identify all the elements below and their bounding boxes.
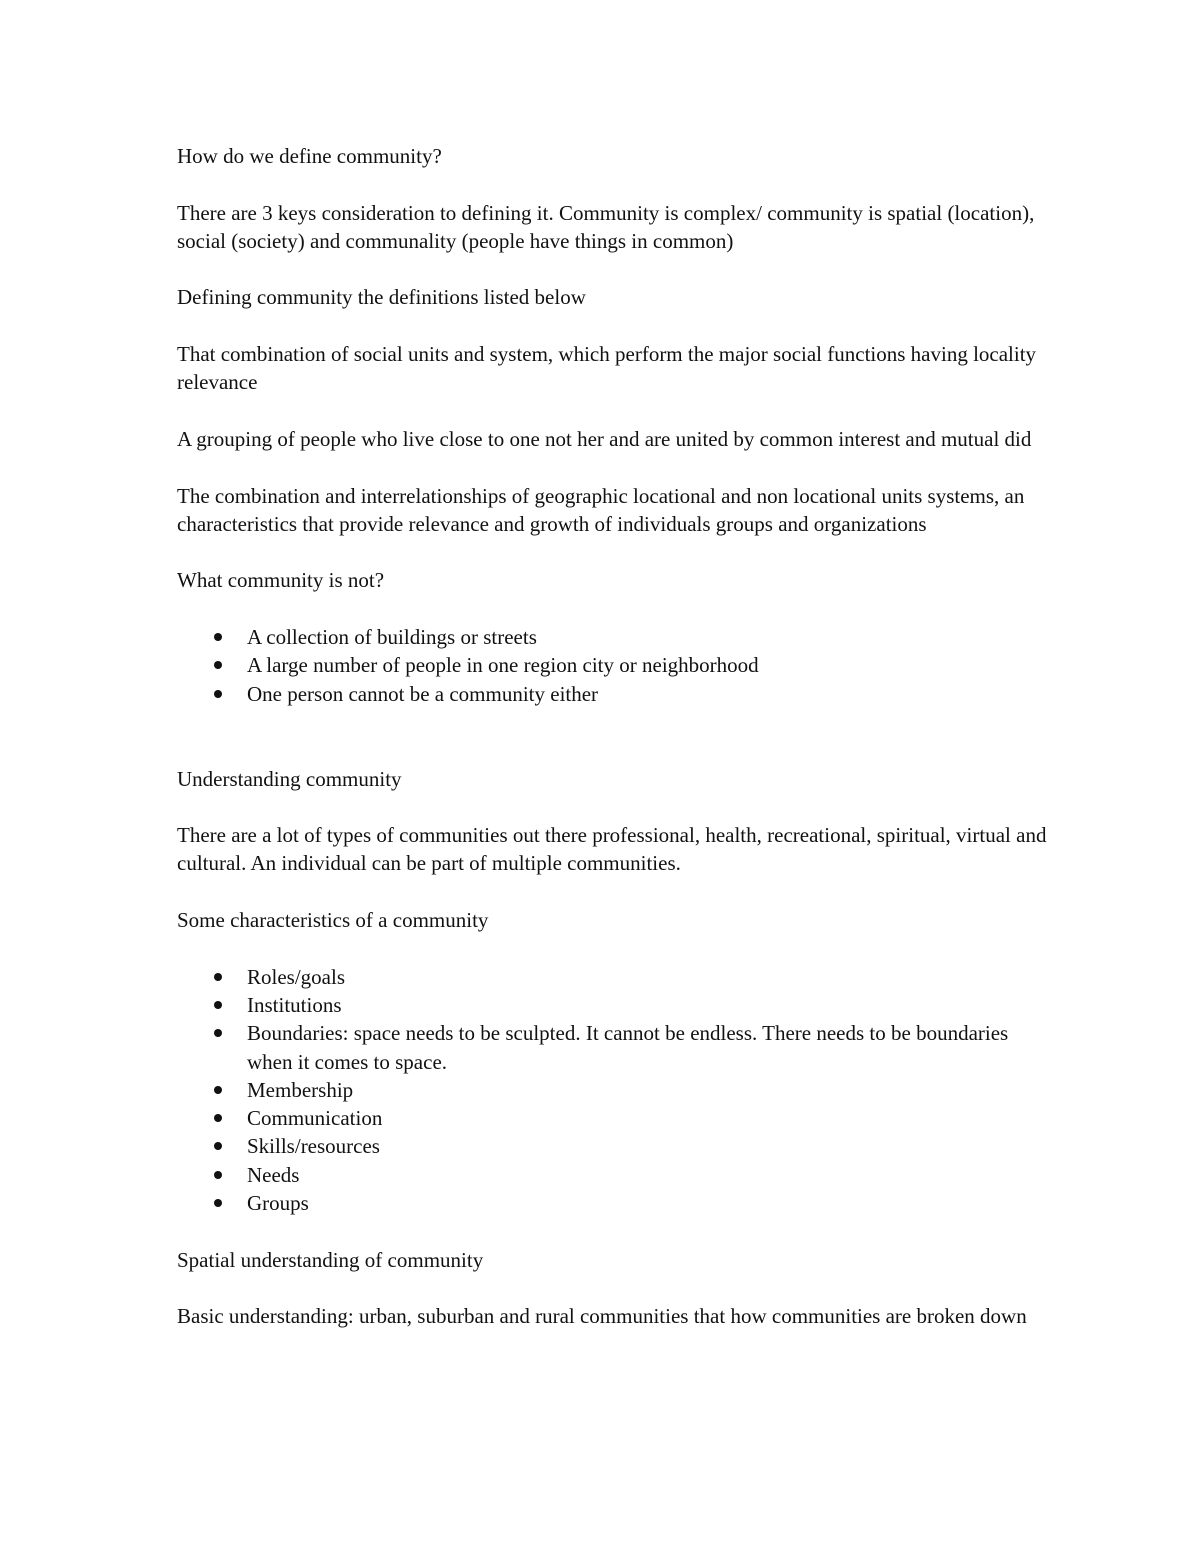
list-item (177, 1104, 1057, 1132)
list-item-text: Needs (247, 1162, 300, 1187)
bullet-icon (214, 1001, 222, 1009)
list-item (177, 991, 1057, 1019)
not-list (177, 623, 1057, 708)
list-item-text: Roles/goals (247, 964, 345, 989)
list-item-text: Institutions (247, 992, 342, 1017)
understanding-paragraph: There are a lot of types of communities out there professional, health, recreational, spiritual, virtual and cultural. An individual can be part of multiple communities. (177, 823, 1047, 876)
bullet-icon (214, 661, 222, 669)
list-item-text: Membership (247, 1077, 354, 1102)
list-item-text: One person cannot be a community either (247, 681, 599, 706)
bullet-icon (214, 1086, 222, 1094)
document-page (177, 142, 1057, 1359)
list-item (177, 1189, 1057, 1217)
definition-paragraph: That combination of social units and system, which perform the major social functions having locality relevance (177, 342, 1037, 395)
understanding-heading: Understanding community (177, 766, 402, 791)
bullet-icon (214, 690, 222, 698)
list-item (177, 963, 1057, 991)
document-heading: How do we define community? (177, 144, 442, 168)
list-item-text: Skills/resources (247, 1134, 380, 1159)
spatial-heading: Spatial understanding of community (177, 1247, 484, 1272)
list-item-text: A collection of buildings or streets (247, 625, 537, 650)
spatial-paragraph: Basic understanding: urban, suburban and rural communities that how communities are broken down (177, 1304, 1027, 1329)
list-item-text: A large number of people in one region city or neighborhood (247, 653, 759, 678)
list-item (177, 1076, 1057, 1104)
definition-paragraph: A grouping of people who live close to one not her and are united by common interest and mutual did (177, 426, 1032, 451)
not-heading: What community is not? (177, 568, 385, 593)
characteristics-list (177, 963, 1057, 1218)
bullet-icon (214, 633, 222, 641)
bullet-icon (214, 1199, 222, 1207)
bullet-icon (214, 973, 222, 981)
bullet-icon (214, 1142, 222, 1150)
bullet-icon (214, 1029, 222, 1037)
list-item-text: Groups (247, 1190, 309, 1215)
definition-paragraph: The combination and interrelationships of geographic locational and non locational units systems, an characteristics that provide relevance and growth of individuals groups and organizations (177, 483, 1025, 536)
list-item (177, 1161, 1057, 1189)
characteristics-heading: Some characteristics of a community (177, 908, 489, 933)
list-item (177, 623, 1057, 651)
list-item (177, 1019, 1057, 1076)
bullet-icon (214, 1114, 222, 1122)
list-item-text: Boundaries: space needs to be sculpted. It cannot be endless. There needs to be boundaries when it comes to space. (247, 1021, 1009, 1074)
list-item (177, 651, 1057, 679)
intro-paragraph: There are 3 keys consideration to defining it. Community is complex/ community is spatial (location), social (society) and communality (people have things in common) (177, 200, 1035, 253)
list-item-text: Communication (247, 1106, 383, 1131)
definitions-intro: Defining community the definitions listed below (177, 285, 586, 310)
bullet-icon (214, 1171, 222, 1179)
list-item (177, 1132, 1057, 1160)
list-item (177, 680, 1057, 708)
spacer (177, 736, 1057, 764)
